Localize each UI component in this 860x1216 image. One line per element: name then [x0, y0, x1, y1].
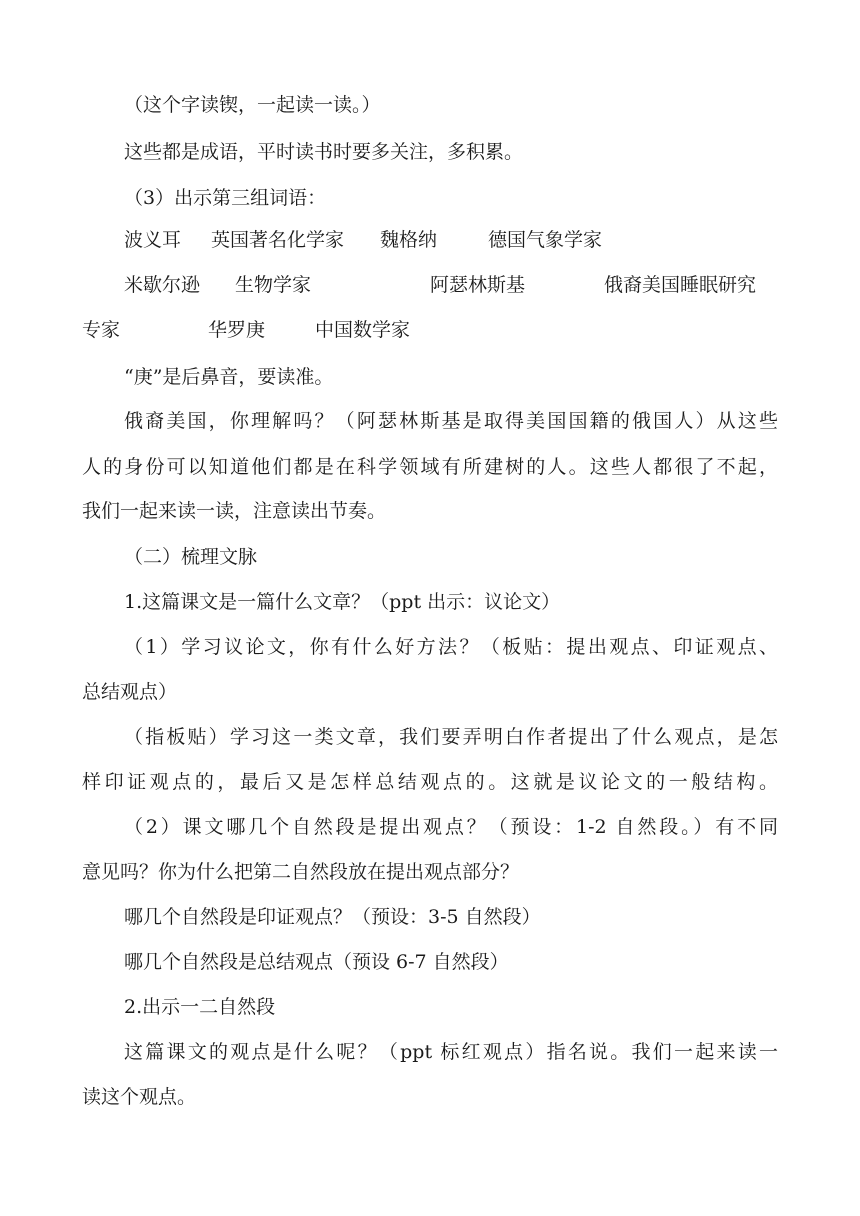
word-term: 米歇尔逊 [124, 274, 201, 296]
word-desc: 英国著名化学家 [211, 229, 345, 251]
word-term: 阿瑟林斯基 [430, 274, 526, 296]
paragraph-line: （3）出示第三组词语： [124, 187, 327, 209]
word-term: 魏格纳 [380, 229, 438, 251]
word-desc: 俄裔美国睡眠研究 [604, 274, 757, 296]
word-term: 华罗庚 [208, 319, 266, 341]
paragraph-line: 哪几个自然段是总结观点（预设 6-7 自然段） [124, 951, 509, 973]
word-desc: 专家 [82, 319, 121, 341]
paragraph-line: （1）学习议论文，你有什么好方法？（板贴：提出观点、印证观点、 [124, 636, 778, 658]
paragraph-line: 人的身份可以知道他们都是在科学领域有所建树的人。这些人都很了不起， [82, 456, 778, 478]
paragraph-line: （这个字读锲，一起读一读。） [124, 94, 381, 116]
word-desc: 中国数学家 [315, 319, 411, 341]
paragraph-line: 我们一起来读一读，注意读出节奏。 [82, 500, 387, 522]
word-desc: 德国气象学家 [488, 229, 603, 251]
section-heading: （二）梳理文脉 [124, 546, 258, 568]
paragraph-line: 俄裔美国，你理解吗？（阿瑟林斯基是取得美国国籍的俄国人）从这些 [124, 410, 778, 432]
paragraph-line: 1.这篇课文是一篇什么文章？（ppt 出示：议论文） [124, 591, 561, 613]
paragraph-line: 这些都是成语，平时读书时要多关注，多积累。 [124, 141, 524, 163]
word-desc: 生物学家 [235, 274, 312, 296]
paragraph-line: 哪几个自然段是印证观点？（预设：3-5 自然段） [124, 906, 541, 928]
paragraph-line: 这篇课文的观点是什么呢？（ppt 标红观点）指名说。我们一起来读一 [124, 1041, 778, 1063]
word-term: 波义耳 [124, 229, 182, 251]
paragraph-line: “庚”是后鼻音，要读准。 [124, 366, 334, 388]
paragraph-line: 读这个观点。 [82, 1086, 197, 1108]
paragraph-line: 意见吗？你为什么把第二自然段放在提出观点部分？ [82, 861, 520, 883]
paragraph-line: （指板贴）学习这一类文章，我们要弄明白作者提出了什么观点，是怎 [124, 726, 778, 748]
paragraph-line: （2）课文哪几个自然段是提出观点？（预设：1-2 自然段。）有不同 [124, 816, 778, 838]
paragraph-line: 样印证观点的，最后又是怎样总结观点的。这就是议论文的一般结构。 [82, 771, 778, 793]
paragraph-line: 总结观点） [82, 681, 178, 703]
paragraph-line: 2.出示一二自然段 [124, 996, 276, 1018]
